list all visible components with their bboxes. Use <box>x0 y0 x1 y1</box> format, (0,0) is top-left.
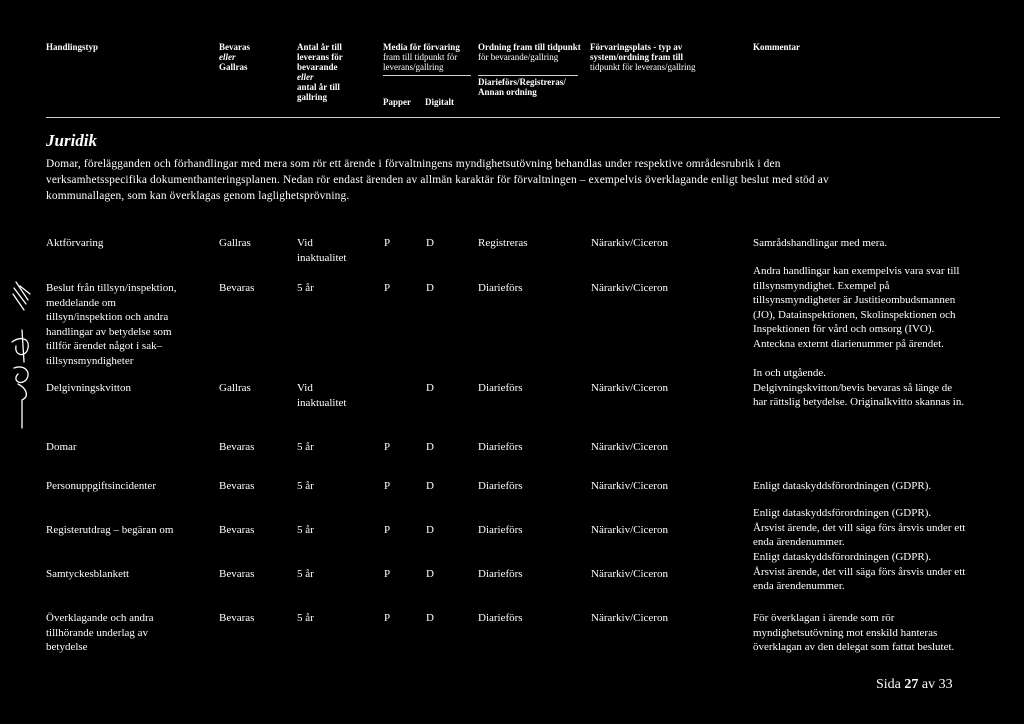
cell-keep: Gallras <box>219 382 251 394</box>
cell-years: 5 år <box>297 441 314 453</box>
cell-comment: Enligt dataskyddsförordningen (GDPR). <box>753 480 932 492</box>
cell-order: Diarieförs <box>478 282 523 294</box>
cell-type: Domar <box>46 441 77 453</box>
cell-keep: Gallras <box>219 237 251 249</box>
cell-digital: D <box>426 480 434 492</box>
header-divider <box>46 117 1000 118</box>
cell-storage: Närarkiv/Ciceron <box>591 612 668 624</box>
section-title: Juridik <box>46 131 98 150</box>
cell-digital: D <box>426 612 434 624</box>
header-media-digital: Digitalt <box>425 97 454 107</box>
header-comment: Kommentar <box>753 42 800 52</box>
handwritten-signature <box>8 280 38 430</box>
cell-digital: D <box>426 524 434 536</box>
cell-keep: Bevaras <box>219 568 255 580</box>
cell-keep: Bevaras <box>219 441 255 453</box>
cell-digital: D <box>426 441 434 453</box>
cell-order: Diarieförs <box>478 480 523 492</box>
cell-keep: Bevaras <box>219 612 255 624</box>
cell-order: Diarieförs <box>478 568 523 580</box>
cell-paper: P <box>384 480 391 492</box>
cell-type: Aktförvaring <box>46 237 104 249</box>
cell-comment: Enligt dataskyddsförordningen (GDPR). Årsvist ärende, det vill säga förs årsvis under ett enda ärendenummer. <box>753 551 966 592</box>
header-media: Media för förvaring fram till tidpunkt för leverans/gallring <box>383 42 460 72</box>
section-intro: Domar, förelägganden och förhandlingar med mera som rör ett ärende i förvaltningens myndighetsutövning behandlas under respektive områdesrubrik i den verksamhetsspecifika dokumenthanteringsplanen. Nedan rör endast ärenden av allmän karaktär för förvaltningen – exempelvis överklagande enligt beslut med stöd av kommunallagen, som kan överklagas genom laglighetsprövning. <box>46 158 829 202</box>
cell-order: Registreras <box>478 237 528 249</box>
cell-paper: P <box>384 237 391 249</box>
cell-type: Registerutdrag – begäran om <box>46 524 174 536</box>
header-order: Ordning fram till tidpunkt för bevarande/gallring <box>478 42 581 62</box>
cell-storage: Närarkiv/Ciceron <box>591 237 668 249</box>
cell-comment: Samrådshandlingar med mera. <box>753 237 888 249</box>
cell-keep: Bevaras <box>219 282 255 294</box>
cell-type: Personuppgiftsincidenter <box>46 480 156 492</box>
cell-years: Vid inaktualitet <box>297 237 347 264</box>
header-media-paper: Papper <box>383 97 411 107</box>
cell-type: Delgivningskvitton <box>46 382 131 394</box>
cell-keep: Bevaras <box>219 480 255 492</box>
cell-comment: För överklagan i ärende som rör myndighetsutövning mot enskild hanteras överklagan av den delegat som fattat beslutet. <box>753 612 955 653</box>
cell-digital: D <box>426 237 434 249</box>
cell-digital: D <box>426 282 434 294</box>
cell-years: 5 år <box>297 568 314 580</box>
cell-storage: Närarkiv/Ciceron <box>591 568 668 580</box>
cell-type: Samtyckesblankett <box>46 568 130 580</box>
cell-paper: P <box>384 568 391 580</box>
cell-storage: Närarkiv/Ciceron <box>591 524 668 536</box>
header-type: Handlingstyp <box>46 42 99 52</box>
cell-comment: Andra handlingar kan exempelvis vara svar till tillsynsmyndighet. Exempel på tillsynsmyndigheter är Justitieombudsmannen (JO), Datainspektionen, Skolinspektionen och Inspektionen för vård och omsorg (IVO). Anteckna externt diarienummer på ärendet. <box>753 265 960 350</box>
cell-keep: Bevaras <box>219 524 255 536</box>
header-order-divider <box>478 75 578 76</box>
cell-years: 5 år <box>297 524 314 536</box>
cell-type: Överklagande och andra tillhörande underlag av betydelse <box>46 612 154 653</box>
header-years: Antal år till leverans för bevarande eller antal år till gallring <box>297 42 343 102</box>
cell-comment: Enligt dataskyddsförordningen (GDPR). Årsvist ärende, det vill säga förs årsvis under ett enda ärendenummer. <box>753 507 966 548</box>
cell-years: Vid inaktualitet <box>297 382 347 409</box>
cell-digital: D <box>426 568 434 580</box>
cell-digital: D <box>426 382 434 394</box>
cell-storage: Närarkiv/Ciceron <box>591 382 668 394</box>
cell-storage: Närarkiv/Ciceron <box>591 282 668 294</box>
cell-years: 5 år <box>297 480 314 492</box>
cell-comment: In och utgående. Delgivningskvitton/bevis bevaras så länge de har rättslig betydelse. Originalkvitto skannas in. <box>753 367 965 408</box>
cell-storage: Närarkiv/Ciceron <box>591 480 668 492</box>
cell-order: Diarieförs <box>478 441 523 453</box>
header-order-sub: Diarieförs/Registreras/ Annan ordning <box>478 77 566 97</box>
header-keep: Bevaras eller Gallras <box>219 42 250 72</box>
header-storage: Förvaringsplats - typ av system/ordning fram till tidpunkt för leverans/gallring <box>590 42 696 72</box>
cell-paper: P <box>384 282 391 294</box>
cell-storage: Närarkiv/Ciceron <box>591 441 668 453</box>
cell-order: Diarieförs <box>478 612 523 624</box>
cell-type: Beslut från tillsyn/inspektion, meddelande om tillsyn/inspektion och andra handlingar av betydelse som tillför ärendet något i sak– tillsynsmyndigheter <box>46 282 177 367</box>
header-media-divider <box>383 75 471 76</box>
cell-years: 5 år <box>297 282 314 294</box>
cell-paper: P <box>384 441 391 453</box>
cell-order: Diarieförs <box>478 524 523 536</box>
cell-order: Diarieförs <box>478 382 523 394</box>
page-footer: Sida 27 av 33 <box>876 677 953 692</box>
cell-paper: P <box>384 612 391 624</box>
cell-paper: P <box>384 524 391 536</box>
cell-years: 5 år <box>297 612 314 624</box>
